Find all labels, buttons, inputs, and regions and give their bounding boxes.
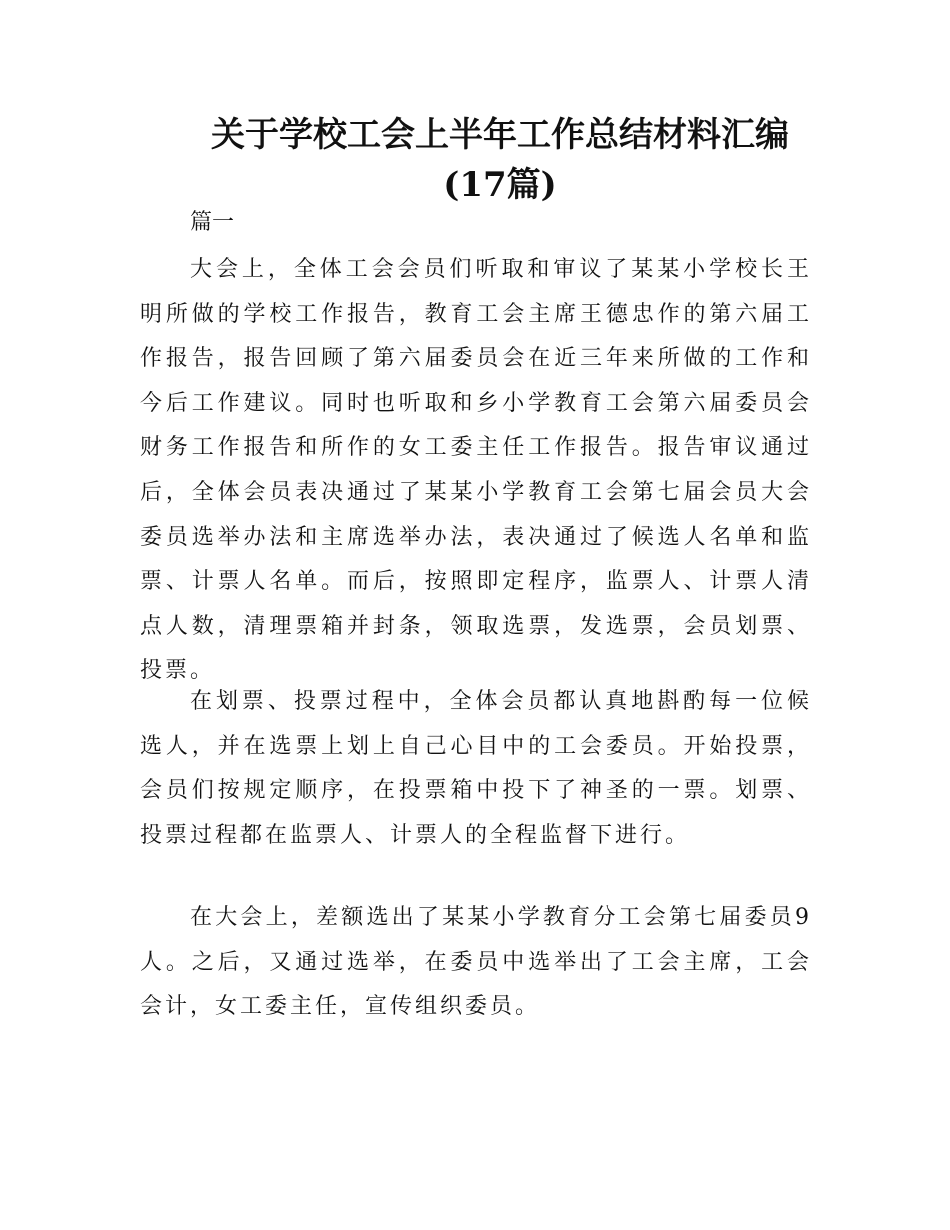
- paragraph-3: 在大会上，差额选出了某某小学教育分工会第七届委员9人。之后，又通过选举，在委员中选举出了工会主席，工会会计，女工委主任，宣传组织委员。: [140, 905, 812, 1020]
- paragraph-1: 大会上，全体工会会员们听取和审议了某某小学校长王明所做的学校工作报告，教育工会主席王德忠作的第六届工作报告，报告回顾了第六届委员会在近三年来所做的工作和今后工作建议。同时也听取和乡小学教育工会第六届委员会财务工作报告和所作的女工委主任工作报告。报告审议通过后，全体会员表决通过了某某小学教育工会第七届会员大会委员选举办法和主席选举办法，表决通过了候选人名单和监票、计票人名单。而后，按照即定程序，监票人、计票人清点人数，清理票箱并封条，领取选票，发选票，会员划票、投票。: [140, 257, 812, 684]
- document-title: [140, 110, 860, 210]
- section-label: 篇一: [190, 210, 235, 235]
- title-line-1: 关于学校工会上半年工作总结材料汇编: [211, 115, 789, 155]
- title-line-2: (17篇): [443, 165, 557, 205]
- paragraph-2: 在划票、投票过程中，全体会员都认真地斟酌每一位候选人，并在选票上划上自己心目中的工会委员。开始投票，会员们按规定顺序，在投票箱中投下了神圣的一票。划票、投票过程都在监票人、计票人的全程监督下进行。: [140, 689, 812, 848]
